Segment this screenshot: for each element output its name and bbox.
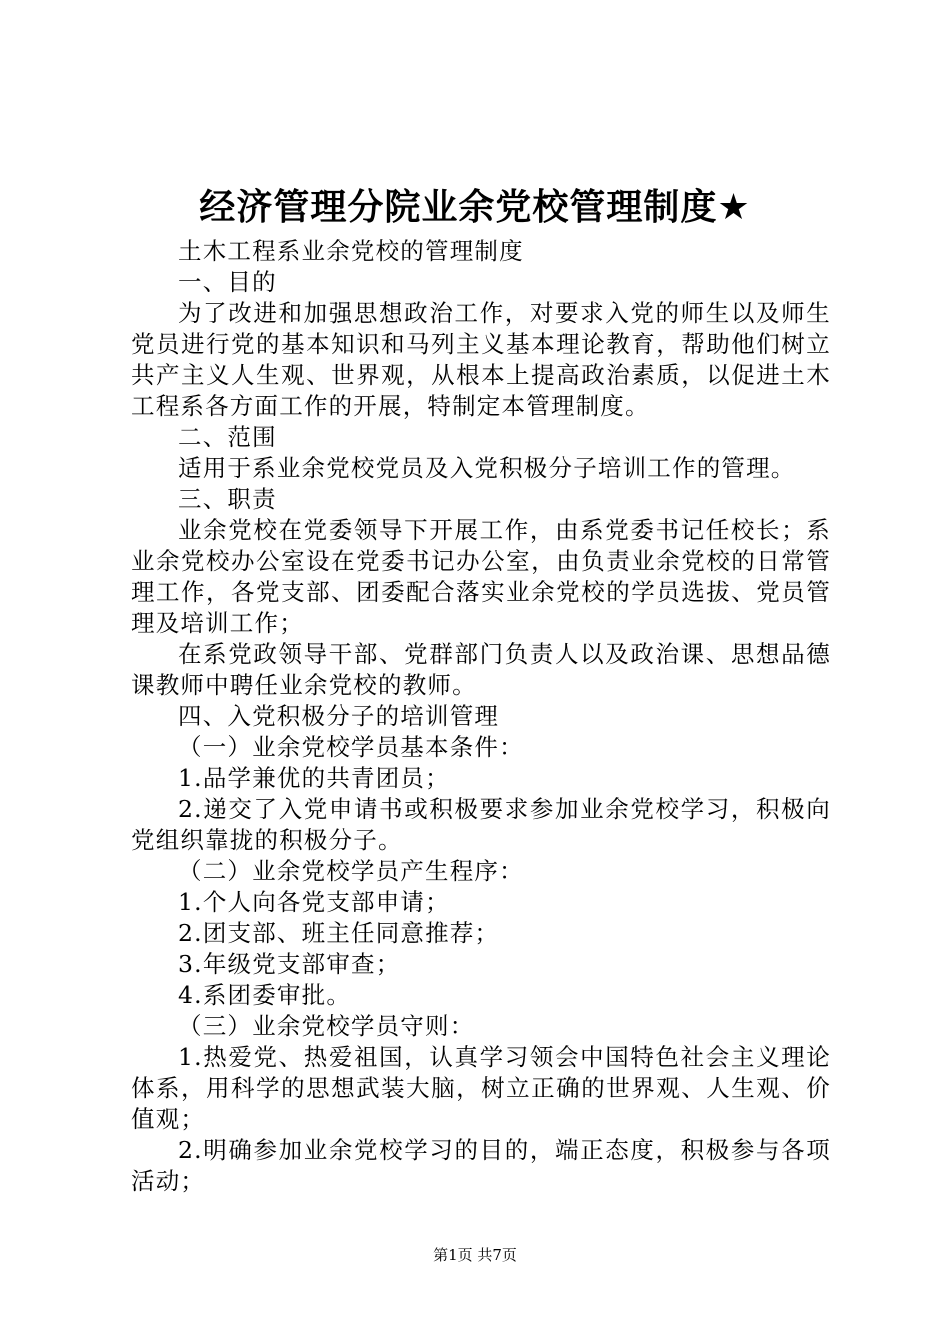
list-item: 2.递交了入党申请书或积极要求参加业余党校学习，积极向党组织靠拢的积极分子。 (131, 795, 831, 854)
document-title: 经济管理分院业余党校管理制度★ (199, 187, 751, 228)
document-body (131, 236, 831, 1197)
list-item: 1.热爱党、热爱祖国，认真学习领会中国特色社会主义理论体系，用科学的思想武装大脑，树立正确的世界观、人生观、价值观； (131, 1043, 831, 1133)
section-heading: 四、入党积极分子的培训管理 (178, 702, 500, 730)
section-heading: 一、目的 (178, 268, 277, 296)
section-heading: 二、范围 (178, 423, 277, 451)
list-item: 1.个人向各党支部申请； (178, 888, 450, 916)
list-item: 2.明确参加业余党校学习的目的，端正态度，积极参与各项活动； (131, 1136, 831, 1195)
page-number-footer: 第1页 共7页 (433, 1246, 517, 1264)
paragraph: 适用于系业余党校党员及入党积极分子培训工作的管理。 (178, 454, 796, 482)
paragraph: 业余党校在党委领导下开展工作，由系党委书记任校长；系业余党校办公室设在党委书记办公室，由负责业余党校的日常管理工作，各党支部、团委配合落实业余党校的学员选拔、党员管理及培训工作； (131, 516, 831, 637)
list-item: 1.品学兼优的共青团员； (178, 764, 450, 792)
paragraph: 土木工程系业余党校的管理制度 (178, 237, 524, 265)
subsection-heading: （二）业余党校学员产生程序： (178, 857, 524, 885)
subsection-heading: （三）业余党校学员守则： (178, 1012, 475, 1040)
list-item: 3.年级党支部审查； (178, 950, 401, 978)
list-item: 4.系团委审批。 (178, 981, 352, 1009)
list-item: 2.团支部、班主任同意推荐； (178, 919, 500, 947)
paragraph: 在系党政领导干部、党群部门负责人以及政治课、思想品德课教师中聘任业余党校的教师。 (131, 640, 831, 699)
subsection-heading: （一）业余党校学员基本条件： (178, 733, 524, 761)
paragraph: 为了改进和加强思想政治工作，对要求入党的师生以及师生党员进行党的基本知识和马列主义基本理论教育，帮助他们树立共产主义人生观、世界观，从根本上提高政治素质，以促进土木工程系各方面工作的开展，特制定本管理制度。 (131, 299, 831, 420)
section-heading: 三、职责 (178, 485, 277, 513)
